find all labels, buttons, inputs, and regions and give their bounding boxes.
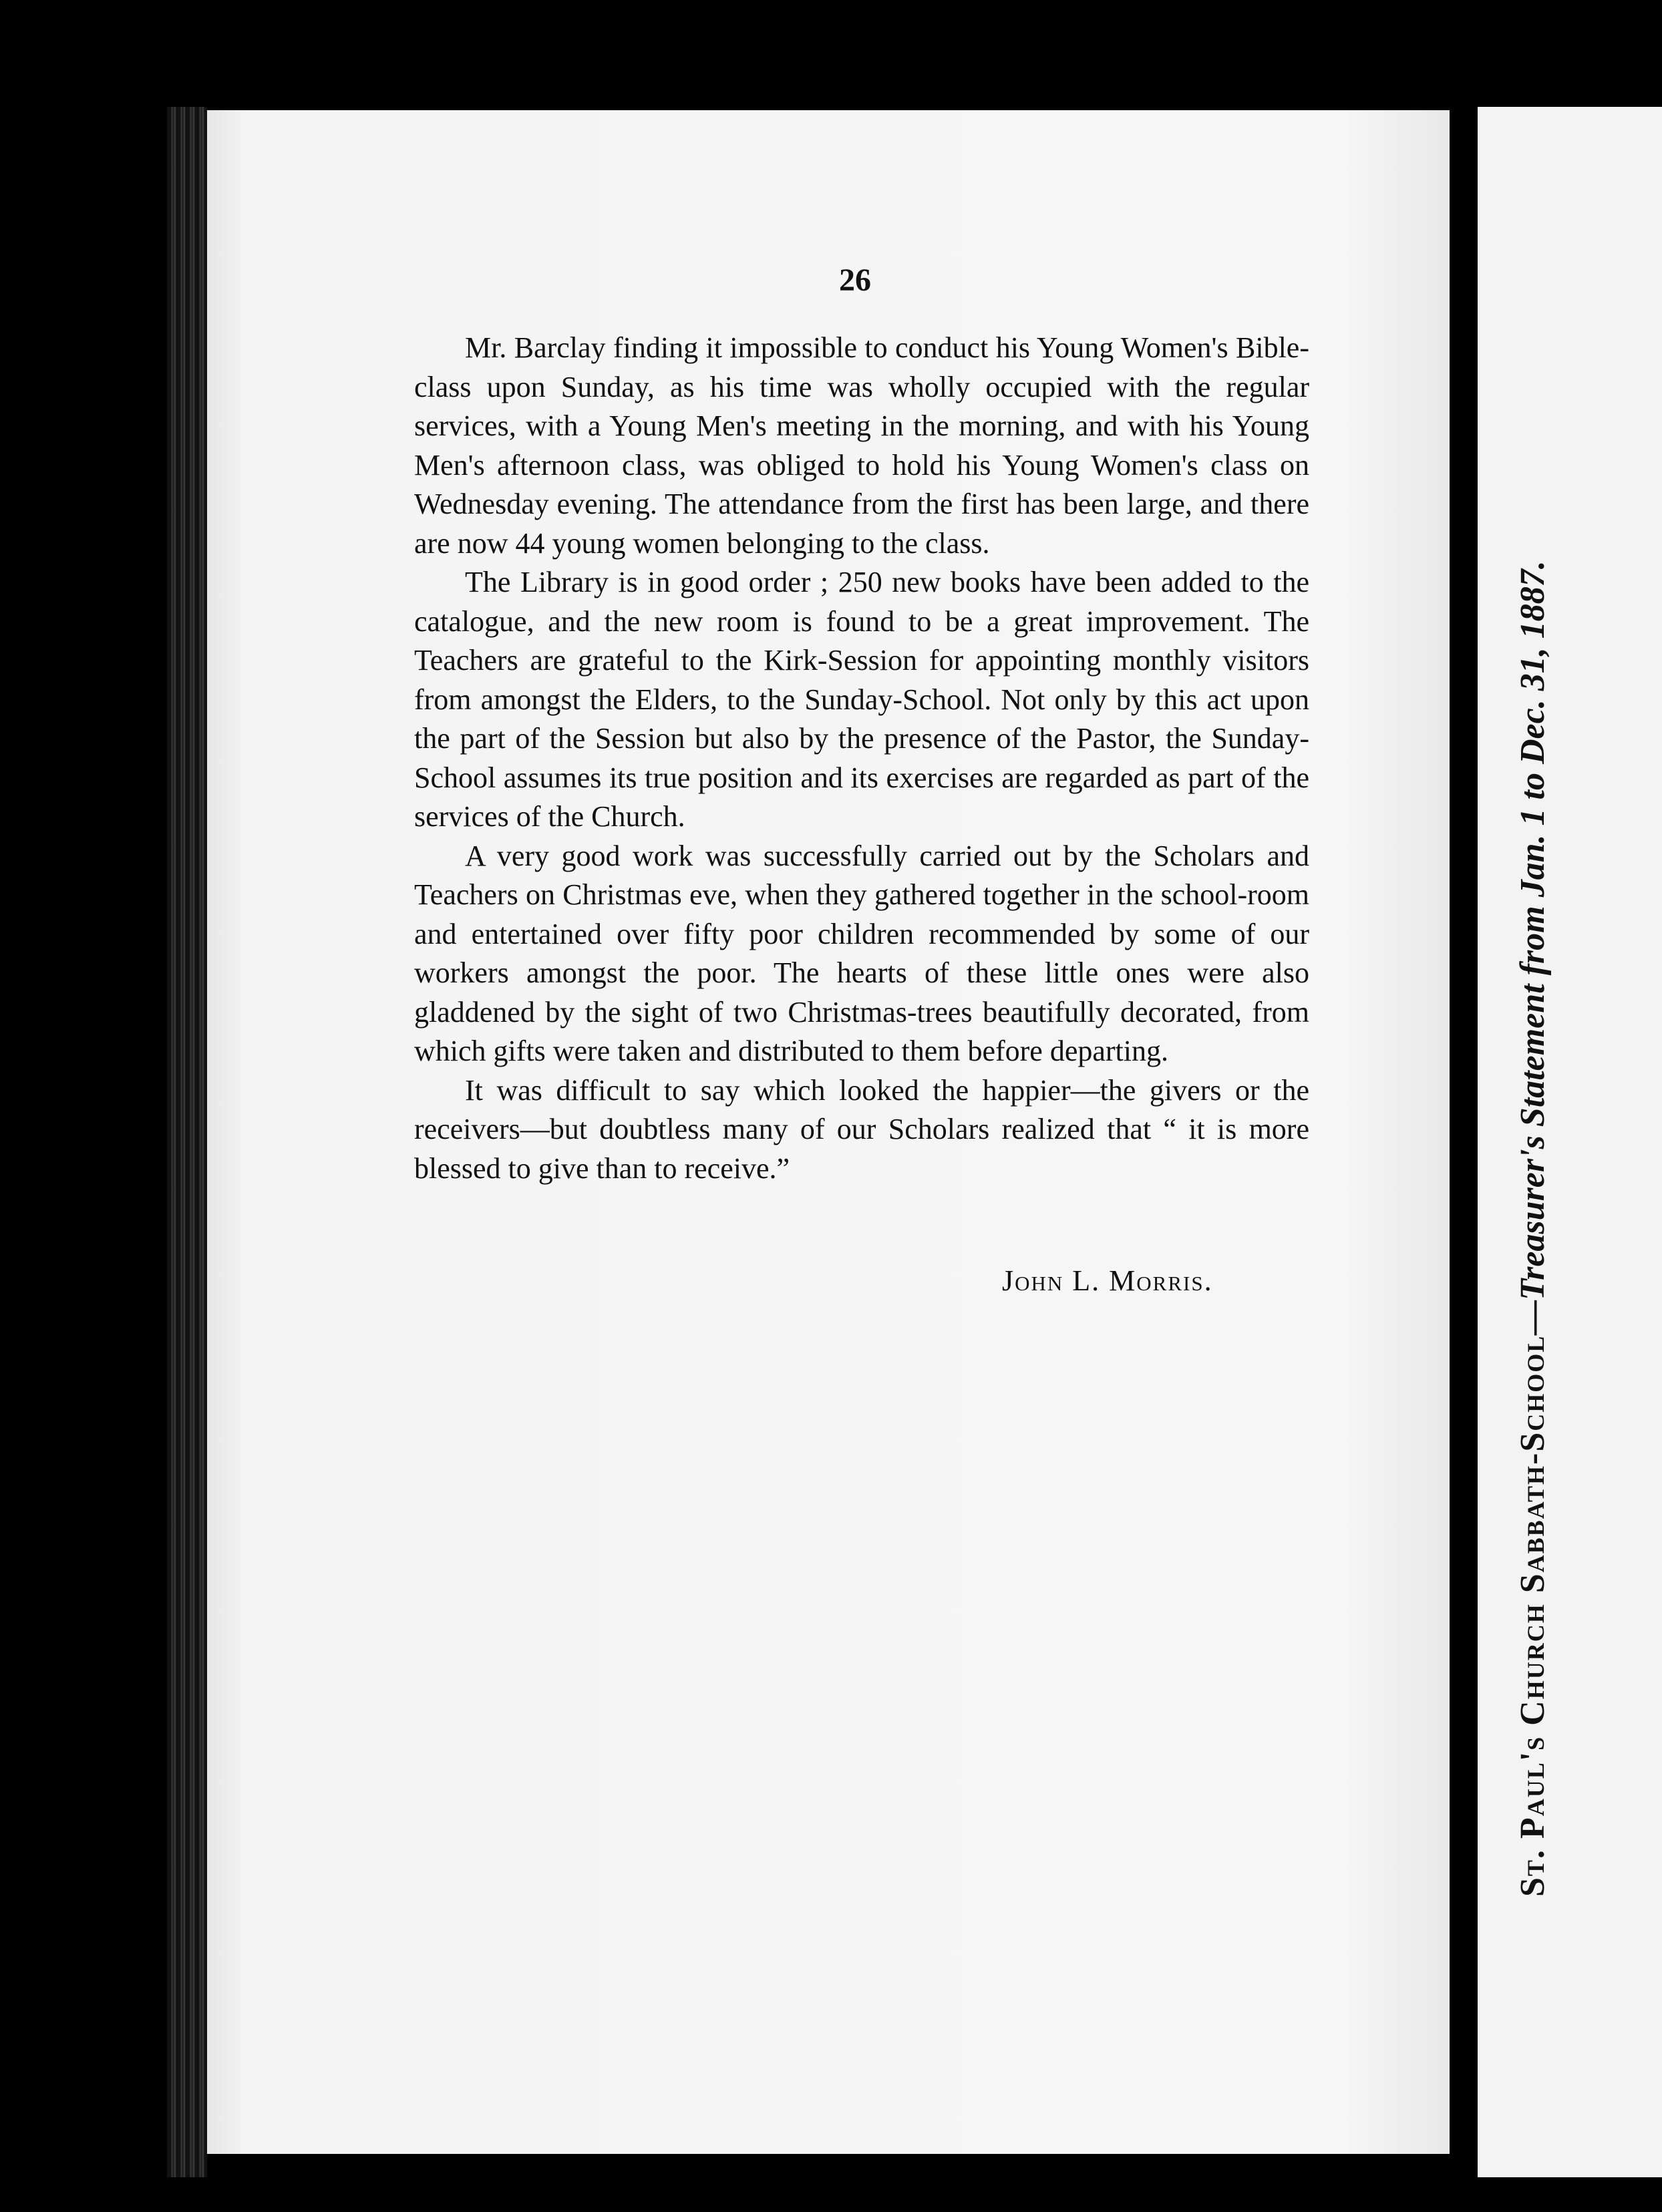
running-head-title: St. Paul's Church Sabbath-School (1514, 1334, 1552, 1897)
facing-page-running-head (1506, 374, 1560, 1897)
running-head-subtitle: —Treasurer's Statement from Jan. 1 to Dec. 31, 1887. (1514, 560, 1552, 1335)
page-number: 26 (839, 262, 871, 298)
right-page (1478, 107, 1662, 2177)
body-text (414, 329, 1309, 1188)
paragraph-1: Mr. Barclay finding it impossible to conduct his Young Women's Bible-class upon Sunday, as his time was wholly occupied with the regular services, with a Young Men's meeting in the morning, and with his Young Men's afternoon class, was obliged to hold his Young Women's class on Wednesday evening. The attendance from the first has been large, and there are now 44 young women belonging to the class. (414, 331, 1309, 560)
paragraph-4: It was difficult to say which looked the happier—the givers or the receivers—but doubtless many of our Scholars realized that “ it is more blessed to give than to receive.” (414, 1073, 1309, 1185)
book-edges (167, 107, 207, 2177)
signature: John L. Morris. (1002, 1264, 1213, 1297)
paragraph-2: The Library is in good order ; 250 new books have been added to the catalogue, and the new room is found to be a great improvement. The Teachers are grateful to the Kirk-Session for appointing monthly visitors from amongst the Elders, to the Sunday-School. Not only by this act upon the part of the Session but also by the presence of the Pastor, the Sunday-School assumes its true position and its exercises are regarded as part of the services of the Church. (414, 566, 1309, 833)
paragraph-3: A very good work was successfully carried out by the Scholars and Teachers on Christmas eve, when they gathered together in the school-room and entertained over fifty poor children recommended by some of our workers amongst the poor. The hearts of these little ones were also gladdened by the sight of two Christmas-trees beautifully decorated, from which gifts were taken and distributed to them before departing. (414, 839, 1309, 1067)
